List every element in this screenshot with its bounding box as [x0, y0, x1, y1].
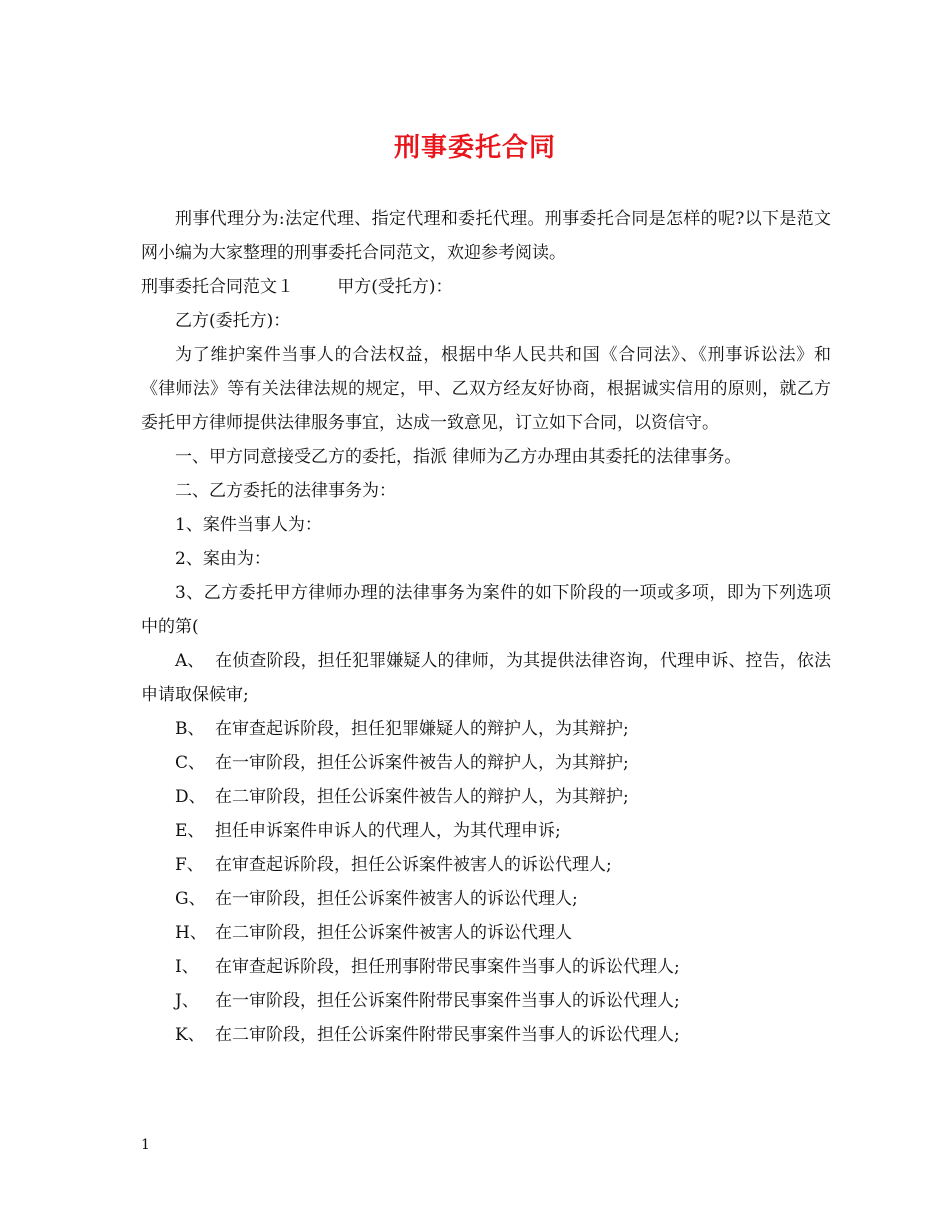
- option-c: [141, 746, 831, 780]
- option-g: [141, 882, 831, 916]
- option-text: 在侦查阶段，担任犯罪嫌疑人的律师，为其提供法律咨询，代理申诉、控告，依法申请取保候审;: [141, 651, 831, 705]
- option-letter: H、: [175, 923, 207, 943]
- sample-heading: 刑事委托合同范文１: [141, 277, 294, 297]
- option-text: 担任申诉案件申诉人的代理人，为其代理申诉;: [215, 821, 561, 841]
- option-letter: D、: [175, 787, 206, 807]
- option-text: 在一审阶段，担任公诉案件被告人的辩护人，为其辩护;: [215, 753, 629, 773]
- clause-1: 一、甲方同意接受乙方的委托，指派 律师为乙方办理由其委托的法律事务。: [175, 447, 742, 467]
- clause-2: 二、乙方委托的法律事务为：: [175, 481, 396, 501]
- preamble-paragraph: 为了维护案件当事人的合法权益，根据中华人民共和国《合同法》、《刑事诉讼法》和《律师法》等有关法律法规的规定，甲、乙双方经友好协商，根据诚实信用的原则，就乙方委托甲方律师提供法律服务事宜，达成一致意见，订立如下合同，以资信守。: [141, 345, 831, 433]
- option-text: 在审查起诉阶段，担任犯罪嫌疑人的辩护人，为其辩护;: [215, 719, 629, 739]
- option-letter: K、: [175, 1025, 205, 1045]
- option-text: 在二审阶段，担任公诉案件附带民事案件当事人的诉讼代理人;: [215, 1025, 680, 1045]
- party-a-label: 甲方(受托方)：: [337, 277, 453, 297]
- document-title: 刑事委托合同: [393, 133, 556, 163]
- option-i: [141, 950, 831, 984]
- option-letter: E、: [175, 821, 205, 841]
- item-1: 1、案件当事人为：: [175, 515, 322, 535]
- option-letter: F、: [175, 855, 204, 875]
- item-2: 2、案由为：: [175, 549, 271, 569]
- option-text: 在审查起诉阶段，担任公诉案件被害人的诉讼代理人;: [215, 855, 612, 875]
- document-body: [141, 202, 831, 1052]
- option-e: [141, 814, 831, 848]
- option-h: [141, 916, 831, 950]
- option-text: 在二审阶段，担任公诉案件被告人的辩护人，为其辩护;: [215, 787, 629, 807]
- option-f: [141, 848, 831, 882]
- option-j: [141, 984, 831, 1018]
- sample-heading-line: [141, 270, 831, 304]
- option-a: [141, 644, 831, 712]
- option-letter: G、: [175, 889, 206, 909]
- option-d: [141, 780, 831, 814]
- option-text: 在一审阶段，担任公诉案件被害人的诉讼代理人;: [215, 889, 578, 909]
- option-letter: C、: [175, 753, 206, 773]
- option-letter: I、: [175, 957, 199, 977]
- option-letter: B、: [175, 719, 205, 739]
- option-b: [141, 712, 831, 746]
- option-letter: A、: [175, 651, 205, 671]
- option-k: [141, 1018, 831, 1052]
- option-text: 在审查起诉阶段，担任刑事附带民事案件当事人的诉讼代理人;: [215, 957, 680, 977]
- option-text: 在二审阶段，担任公诉案件被害人的诉讼代理人: [215, 923, 572, 943]
- intro-paragraph: 刑事代理分为:法定代理、指定代理和委托代理。刑事委托合同是怎样的呢?以下是范文网小编为大家整理的刑事委托合同范文，欢迎参考阅读。: [141, 209, 831, 263]
- page-number: 1: [141, 1137, 150, 1153]
- option-letter: J、: [175, 991, 199, 1011]
- option-text: 在一审阶段，担任公诉案件附带民事案件当事人的诉讼代理人;: [215, 991, 680, 1011]
- party-b-label: 乙方(委托方)：: [175, 311, 291, 331]
- item-3: 3、乙方委托甲方律师办理的法律事务为案件的如下阶段的一项或多项，即为下列选项中的第(: [141, 583, 831, 637]
